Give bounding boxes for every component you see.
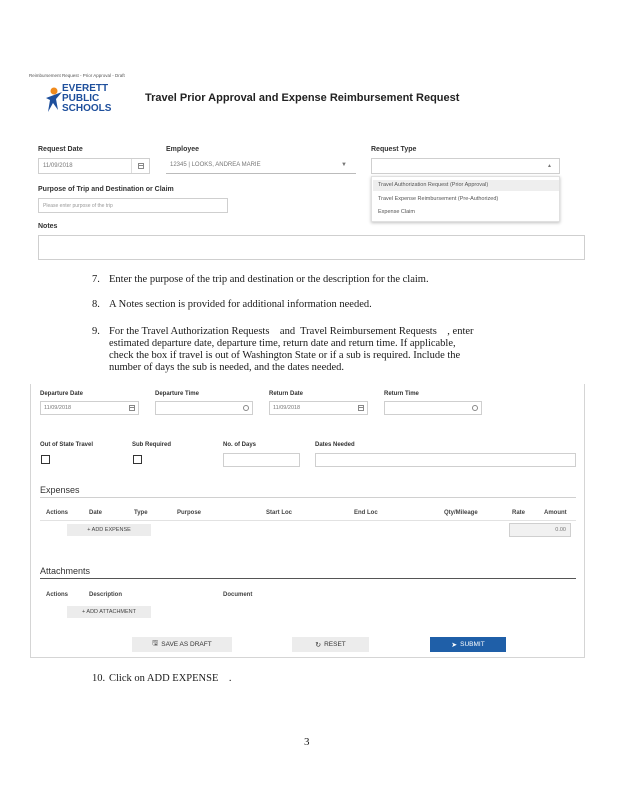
logo-line-3: SCHOOLS <box>62 103 112 114</box>
expenses-col-amount: Amount <box>544 510 567 516</box>
out-of-state-label: Out of State Travel <box>40 442 94 448</box>
return-date-value: 11/09/2018 <box>273 405 301 411</box>
save-draft-label: SAVE AS DRAFT <box>161 641 212 648</box>
dropdown-option-reimbursement[interactable]: Travel Expense Reimbursement (Pre-Authorized) <box>378 196 499 202</box>
purpose-placeholder: Please enter purpose of the trip <box>43 203 113 209</box>
reset-button[interactable] <box>292 637 369 652</box>
expenses-col-actions: Actions <box>46 510 69 516</box>
attachments-col-actions: Actions <box>46 592 69 598</box>
employee-select[interactable] <box>166 158 356 174</box>
step-9-line-4: number of days the sub is needed, and the dates needed. <box>109 362 345 373</box>
add-expense-button[interactable]: + ADD EXPENSE <box>67 524 151 536</box>
return-date-field[interactable] <box>269 401 368 415</box>
page-number: 3 <box>304 736 310 748</box>
logo-line-1: EVERETT <box>62 83 109 94</box>
expenses-col-qty-mileage: Qty/Mileage <box>444 510 478 516</box>
out-of-state-checkbox[interactable] <box>41 455 50 464</box>
days-input[interactable] <box>223 453 300 467</box>
notes-textarea[interactable] <box>38 235 585 260</box>
departure-time-field[interactable] <box>155 401 253 415</box>
step-9-line-1: For the Travel Authorization Requests and Travel Reimbursement Requests , enter <box>109 326 474 337</box>
departure-time-label: Departure Time <box>155 391 199 397</box>
expenses-total-field <box>509 523 571 537</box>
step-9-number: 9. <box>92 326 100 337</box>
page-title: Travel Prior Approval and Expense Reimbursement Request <box>145 92 460 104</box>
dates-needed-input[interactable] <box>315 453 576 467</box>
request-date-field[interactable] <box>38 158 150 174</box>
sub-required-label: Sub Required <box>132 442 172 448</box>
return-time-field[interactable] <box>384 401 482 415</box>
employee-value: 12345 | LOOKS, ANDREA MARIE <box>170 162 261 168</box>
attachments-col-description: Description <box>89 592 123 598</box>
logo-line-2: PUBLIC <box>62 93 100 104</box>
expenses-heading: Expenses <box>40 485 80 495</box>
dropdown-option-claim[interactable]: Expense Claim <box>378 209 415 215</box>
sub-required-checkbox[interactable] <box>133 455 142 464</box>
clock-icon[interactable] <box>243 405 249 411</box>
employee-label: Employee <box>166 146 200 153</box>
departure-date-value: 11/09/2018 <box>44 405 72 411</box>
expenses-col-rate: Rate <box>512 510 526 516</box>
district-logo <box>44 84 134 120</box>
expenses-col-purpose: Purpose <box>177 510 202 516</box>
attachments-divider <box>40 578 576 579</box>
attachments-heading: Attachments <box>40 566 91 576</box>
step-8-text: A Notes section is provided for additional information needed. <box>109 299 372 310</box>
step-8-number: 8. <box>92 299 100 310</box>
step-10-text: Click on ADD EXPENSE . <box>109 673 232 684</box>
purpose-input[interactable] <box>38 198 228 213</box>
step-7-number: 7. <box>92 274 100 285</box>
dropdown-option-authorization[interactable]: Travel Authorization Request (Prior Approval) <box>378 182 489 188</box>
save-draft-button[interactable] <box>132 637 232 652</box>
calendar-icon[interactable] <box>358 405 364 411</box>
reset-label: RESET <box>324 641 346 648</box>
send-icon: ➤ <box>451 641 458 649</box>
clock-icon[interactable] <box>472 405 478 411</box>
form-screenshot-panel <box>30 384 585 658</box>
purpose-label: Purpose of Trip and Destination or Claim <box>38 186 174 193</box>
add-attachment-button[interactable]: + ADD ATTACHMENT <box>67 606 151 618</box>
calendar-icon[interactable] <box>129 405 135 411</box>
expenses-col-start-loc: Start Loc <box>266 510 293 516</box>
step-9-line-3: check the box if travel is out of Washington State or if a sub is required. Include the <box>109 350 461 361</box>
refresh-icon: ↻ <box>315 641 322 649</box>
request-type-dropdown <box>371 176 560 222</box>
dropdown-arrow-icon: ▼ <box>341 162 347 168</box>
expenses-col-date: Date <box>89 510 103 516</box>
days-label: No. of Days <box>223 442 257 448</box>
submit-button[interactable] <box>430 637 506 652</box>
departure-date-field[interactable] <box>40 401 139 415</box>
submit-label: SUBMIT <box>460 641 485 648</box>
step-9-line-2: estimated departure date, departure time, return date and return time. If applicable, <box>109 338 456 349</box>
expenses-total-value: 0.00 <box>555 527 566 533</box>
request-date-value: 11/09/2018 <box>43 163 73 169</box>
dates-needed-label: Dates Needed <box>315 442 355 448</box>
person-logo-icon <box>44 86 64 116</box>
step-7-text: Enter the purpose of the trip and destination or the description for the claim. <box>109 274 429 285</box>
departure-date-label: Departure Date <box>40 391 84 397</box>
attachments-col-document: Document <box>223 592 253 598</box>
step-10-number: 10. <box>92 673 106 684</box>
expenses-divider <box>40 497 576 498</box>
request-type-select[interactable] <box>371 158 560 174</box>
breadcrumb: Reimbursement Request - Prior Approval - Draft <box>29 73 125 78</box>
notes-label: Notes <box>38 223 58 230</box>
return-time-label: Return Time <box>384 391 419 397</box>
dropdown-arrow-up-icon: ▲ <box>547 163 552 169</box>
save-icon: 🖫 <box>152 640 159 647</box>
expenses-col-type: Type <box>134 510 148 516</box>
request-type-label: Request Type <box>371 146 417 153</box>
request-date-label: Request Date <box>38 146 83 153</box>
expenses-col-end-loc: End Loc <box>354 510 378 516</box>
calendar-icon[interactable] <box>138 163 144 169</box>
return-date-label: Return Date <box>269 391 304 397</box>
